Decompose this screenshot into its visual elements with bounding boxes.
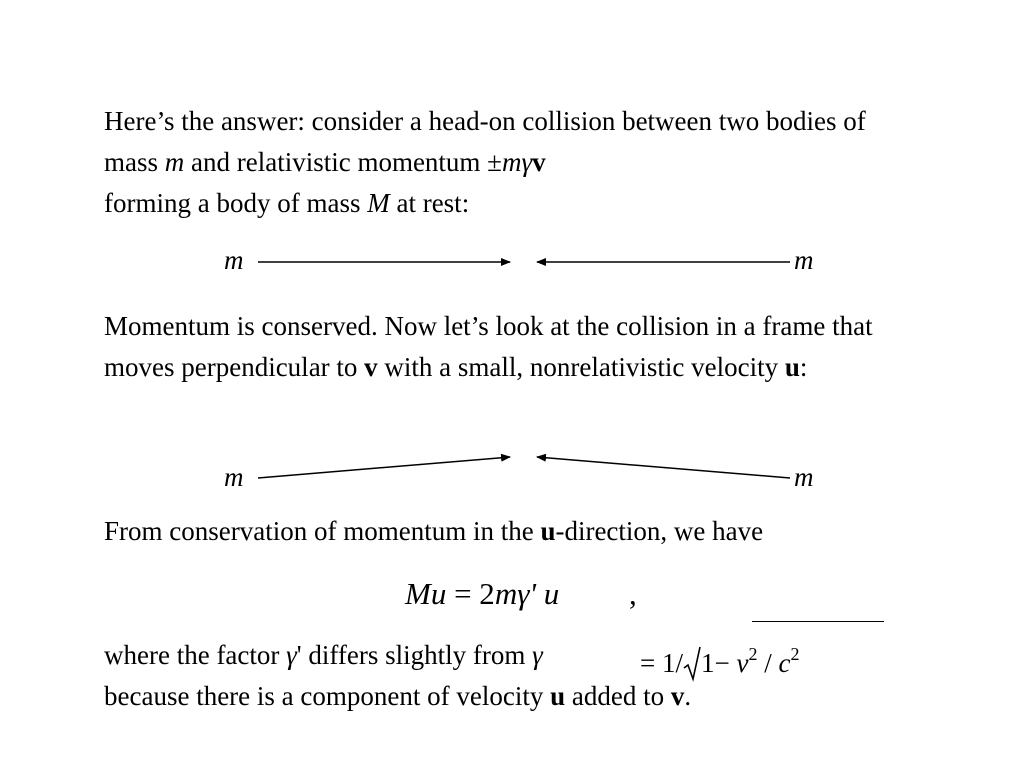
var-mgamma: mγ xyxy=(502,147,533,177)
gamma-v: v xyxy=(736,648,749,678)
gamma-slash: / xyxy=(757,648,779,678)
intro-text-4: at rest: xyxy=(389,188,470,218)
diagram1-left-mass-label: m xyxy=(224,245,244,275)
conservation-text-1: From conservation of momentum in the xyxy=(104,516,541,546)
conservation-text-2: -direction, we have xyxy=(555,516,764,546)
var-u-bold-2: u xyxy=(540,516,556,546)
frame-text-2: with a small, nonrelativistic velocity xyxy=(377,352,785,382)
diagram1-right-mass-label: m xyxy=(794,245,814,275)
intro-text-1: Here’s the answer: consider a head-on collision between two bodies of mass xyxy=(104,106,866,177)
diagram2-right-arrow xyxy=(258,457,510,478)
gamma-text-1: where the factor xyxy=(104,640,287,670)
var-m: m xyxy=(164,147,185,177)
eq-equals-2: = 2 xyxy=(446,576,495,611)
diagram2-left-arrow xyxy=(537,457,790,478)
var-gamma-prime: γ xyxy=(286,640,297,670)
gamma-c: c xyxy=(778,648,791,678)
var-u-bold: u xyxy=(784,352,800,382)
var-v-bold: v xyxy=(532,147,546,177)
paragraph-conservation xyxy=(104,511,904,552)
var-M: M xyxy=(367,188,390,218)
var-u-bold-3: u xyxy=(550,681,566,711)
square-root-icon xyxy=(683,646,701,682)
gamma-text-5: . xyxy=(684,681,692,711)
frame-text-3: : xyxy=(799,352,808,382)
equation-comma: , xyxy=(629,576,637,611)
gamma-one-minus: 1− xyxy=(701,648,737,678)
diagram2-left-mass-label: m xyxy=(224,462,244,492)
frame-text-1: Momentum is conserved. Now let’s look at the collision in a frame that moves perpendicular to xyxy=(104,311,873,382)
gamma-equals: = xyxy=(640,648,662,678)
eq-mgamma-u: mγ' u xyxy=(494,576,560,611)
gamma-one-over: 1/ xyxy=(661,648,683,678)
intro-text-3: forming a body of mass xyxy=(104,188,368,218)
eq-Mu: Mu xyxy=(405,576,447,611)
gamma-formula xyxy=(640,636,799,682)
var-gamma: γ xyxy=(532,640,543,670)
diagram2-right-mass-label: m xyxy=(794,462,814,492)
var-v-bold-3: v xyxy=(670,681,685,711)
radical-bar xyxy=(752,621,884,622)
var-v-bold-2: v xyxy=(364,352,378,382)
gamma-text-2: ' differs slightly from xyxy=(296,640,533,670)
intro-text-2: and relativistic momentum ± xyxy=(184,147,503,177)
momentum-equation xyxy=(405,576,559,612)
gamma-text-4: added to xyxy=(565,681,671,711)
gamma-exp-1: 2 xyxy=(748,644,758,664)
gamma-exp-2: 2 xyxy=(790,644,800,664)
gamma-text-3: because there is a component of velocity xyxy=(104,681,551,711)
